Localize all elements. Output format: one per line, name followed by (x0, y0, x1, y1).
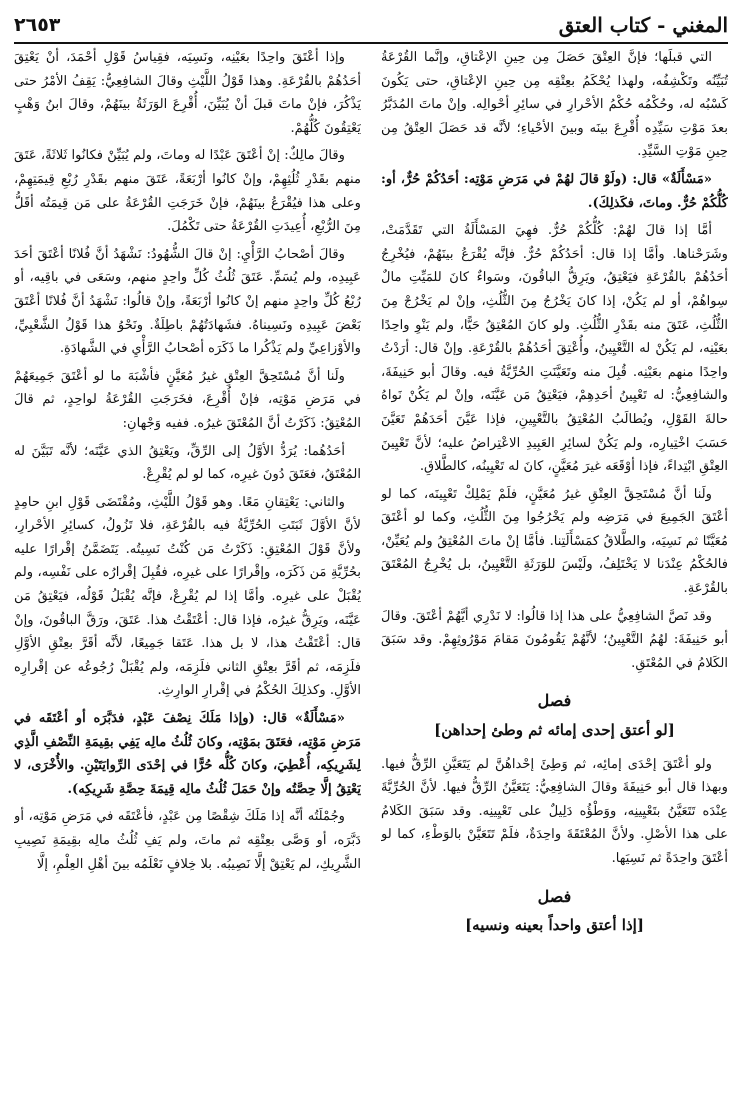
page-header (14, 8, 728, 44)
paragraph: وقالَ مالِكٌ: إنْ أعْتَقَ عَبْدًا له وماتَ، ولم يُبَيِّنْ فكانُوا ثَلاثَةً، عَتَقَ منهم بقَدْرِ ثُلُثِهِمْ، وإنْ كانُوا أرْبَعَةً، عَتَقَ منهم بقَدْرِ رُبْعِ قِيمَتِهِمْ، وعلى هذا فيُقْرَعُ بينَهُمْ، فإنْ خَرَجَتِ القُرْعَةُ على مَن قِيمَتُه أقَلُّ مِنَ الرُّبْعِ، أُعِيدَتِ القُرْعَةُ حتى تَكْمُلَ. (14, 148, 361, 235)
paragraph: والثاني: يَعْتِقانِ مَعًا. وهو قَوْلُ اللَّيْثِ، ومُقْتَضَى قَوْلِ ابنِ حامِدٍ لأنَّ الأوَّلَ ثَبَتَتِ الحُرِّيَّةُ فيه بالقُرْعَةِ، فلا تَزُولُ، كسائِرِ الأحْرارِ، ولأنَّ قَوْلَ المُعْتِقِ: ذَكَرْتُ مَن كُنْتُ نَسِيتُه. يَتَضَمَّنُ إقْرارًا عليه بحُرِّيَّةِ مَن ذَكَرَه، وإقْرارًا على غيرِه، فقُبِلَ إقْرارُه على نَفْسِه، ولم يُقْبَلْ على غيرِه. وأمَّا إذا لم يُقْرِعْ، فإنَّه يُقْبَلُ قَوْلُه، فيَعْتِقُ مَن عَيَّنَه، ويَرِقُّ غيرُه، فإذا قال: أعْتَقْتُ هذا. عَتَقَ، ورَقَّ الباقُونَ، وإنْ قال: أعْتَقْتُ هذا، لا بل هذا. عَتَقا جَمِيعًا، لأنَّه أقَرَّ بعِتْقِ الأوَّلِ فلَزِمَه، ثم أقَرَّ بعِتْقِ الثاني فلَزِمَه، ولم يُقْبَلْ رُجُوعُه عن إقْرارِه الأوَّلِ. وكذلِكَ الحُكْمُ في إقْرارِ الوارِثِ. (14, 494, 361, 699)
right-column (381, 46, 728, 1085)
paragraph: وجُمْلَتُه أنَّه إذا مَلَكَ شِقْصًا مِن عَبْدٍ، فأعْتَقَه في مَرَضِ مَوْتِه، أو دَبَّرَه، أو وَصَّى بعِتْقِه ثم ماتَ، ولم يَفِ ثُلُثُ مالِه بقِيمَةِ نَصِيبِ الشَّرِيكِ، لم يَعْتِقْ إلَّا نَصِيبُه. بلا خِلافٍ نَعْلَمُه بينَ أهْلِ العِلْمِ، إلَّا (14, 809, 361, 872)
masala-paragraph: «مَسْأَلَةٌ» قال: (ولَوْ قالَ لهُمْ في مَرَضِ مَوْتِه: أحَدُكُمْ حُرٌّ، أو: كُلُّكُمْ حُرٌّ. وماتَ، فكَذلِكَ). (381, 171, 728, 211)
left-column (14, 46, 361, 1085)
paragraph: ولو أعْتَقَ إحْدَى إمائِه، ثم وَطِئَ إحْداهُنَّ لم يَتَعَيَّنِ الرِّقُّ فيها. وبهذا قال أبو حَنِيفَةَ وقالَ الشافِعِيُّ: يَتَعَيَّنُ الرِّقُّ فيها. لأنَّ الحُرِّيَّةَ عِنْدَه تَتَعَيَّنُ بتَعْيِينِه، ووَطْؤُه دَلِيلٌ على تَعْيِينِه. وقد سَبَقَ الكَلامُ على هذا الأصْلِ. ولأنَّ المُعْتَقَةَ واحِدَةٌ، فلَمْ تَتَعَيَّنْ بالوَطْءِ، كما لو أعْتَقَ واحِدَةً ثم نَسِيَها. (381, 756, 728, 866)
paragraph: أمَّا إذا قالَ لهُمْ: كُلُّكُمْ حُرٌّ. فهِيَ المَسْأَلَةُ التي تَقَدَّمَتْ، وشَرَحْناها. وأمَّا إذا قال: أحَدُكُمْ حُرٌّ. فإنَّه يُقْرَعُ بينَهُمْ، فيُخْرِجُ أحَدُهُمْ بالقُرْعَةِ فيَعْتِقُ، ويَرِقُّ الباقُونَ، وسَواءٌ كانَ للمَيِّتِ مالٌ سِواهُمْ، أو لم يَكُنْ، إذا كانَ يَخْرُجُ مِنَ الثُّلُثِ، وإنْ لم يَخْرُجْ مِنَ الثُّلُثِ، عَتَقَ منه بقَدْرِ الثُّلُثِ. ولو كانَ المُعْتِقُ حَيًّا، ولم يَنْوِ واحِدًا بعَيْنِه، لم يَكُنْ له التَّعْيِينُ، وأُعْتِقَ أحَدُهُمْ بالقُرْعَةِ. وإنْ قال: أرَدْتُ واحِدًا منهم بعَيْنِه. قُبِلَ منه وتَعَيَّنَتِ الحُرِّيَّةُ فيه. وقالَ أبو حَنِيفَةَ، والشافِعِيُّ: له تَعْيِينُ أحَدِهِمْ، فيَعْتِقُ مَن عَيَّنَه، وإنْ لم يَكُنْ نَواهُ حالةَ القَوْلِ، ويُطالَبُ المُعْتِقُ بالتَّعْيِينِ، فإذا عَيَّنَ أحَدَهُمْ تَعَيَّنَ حَسَبَ اخْتِيارِه، ولم يَكُنْ لسائِرِ العَبِيدِ الاعْتِراضُ عليه؛ لأنَّ تَعْيِينَ العِتْقِ ابْتِداءً، فإذا أوْقَعَه غيرَ مُعَيَّنٍ، كانَ له تَعْيِينُه، كالطَّلاقِ. (381, 223, 728, 475)
paragraph: أحَدُهُما: يُرَدُّ الأوَّلُ إلى الرِّقِّ، ويَعْتِقُ الذي عَيَّنَه؛ لأنَّه تَبَيَّنَ له المُعْتَقُ، فعَتَقَ دُونَ غيرِه، كما لو لم يُقْرِعْ. (14, 443, 361, 483)
text-columns (14, 46, 728, 1085)
section-heading: فصل (537, 691, 572, 711)
paragraph: ولَنا أنَّ مُسْتَحِقَّ العِتْقِ غيرُ مُعَيَّنٍ، فلَمْ يَمْلِكْ تَعْيِينَه، كما لو أعْتَقَ الجَمِيعَ في مَرَضِه ولم يَخْرُجُوا مِنَ الثُّلُثِ، وكما لو أعْتَقَ مُعَيَّنًا ثم نَسِيَه، والطَّلاقُ كمَسْأَلَتِنا. فأمَّا إنْ ماتَ المُعْتِقُ ولم يُعَيِّنْ، فالحُكْمُ عِنْدَنا لا يَخْتَلِفُ، ولَيْسَ للوَرَثَةِ التَّعْيِينُ، بل يُخْرِجُ المُعْتَقَ بالقُرْعَةِ. (381, 486, 728, 597)
page-number: ٢٦٥٣ (14, 14, 61, 36)
paragraph: وقد نَصَّ الشافِعِيُّ على هذا إذا قالُوا: لا نَدْرِي أيَّهُمْ أعْتَقَ. وقالَ أبو حَنِيفَةَ: لهُمُ التَّعْيِينُ؛ لأنَّهُمْ يَقُومُونَ مَقامَ مَوْرُوثِهِمْ. وقد سَبَقَ الكَلامُ في المُعْتَقِ. (381, 608, 728, 671)
page-title: المغني - كتاب العتق (558, 13, 728, 37)
paragraph: ولَنا أنَّ مُسْتَحِقَّ العِتْقِ غيرُ مُعَيَّنٍ فأشْبَهَ ما لو أعْتَقَ جَمِيعَهُمْ في مَرَضِ مَوْتِه، فإنْ أُقْرِعَ، فخَرَجَتِ القُرْعَةُ لواحِدٍ، ثم قالَ المُعْتِقُ: ذَكَرْتُ أنَّ المُعْتَقَ غيرُه. ففيه وَجْهانِ: (14, 368, 361, 431)
section-heading: فصل (537, 886, 572, 906)
paragraph: وقالَ أصْحابُ الرَّأْيِ: إنْ قالَ الشُّهُودُ: نَشْهَدُ أنَّ فُلانًا أعْتَقَ أحَدَ عَبِيدِه، ولم يُسَمِّ. عَتَقَ ثُلُثُ كُلِّ واحِدٍ منهم، وسَعَى في باقِيه، أو رُبْعُ كُلِّ واحِدٍ منهم إنْ كانُوا أرْبَعَةً، وإنْ قالُوا: نَشْهَدُ أنَّ فُلانًا أعْتَقَ بَعْضَ عَبِيدِه ونَسِيناهُ. فشَهادَتُهُمْ باطِلَةٌ. ونَحْوُ هذا قَوْلُ الشَّعْبِيِّ، والأوْزاعِيِّ ولم يَذْكُرا ما ذَكَرَه أصْحابُ الرَّأْيِ في الشَّهادَةِ. (14, 246, 361, 357)
masala-paragraph: «مَسْأَلَةٌ» قال: (وإذا مَلَكَ نِصْفَ عَبْدٍ، فدَبَّرَه أو أعْتَقَه في مَرَضِ مَوْتِه، فعَتَقَ بمَوْتِه، وكانَ ثُلُثُ مالِه يَفِي بقِيمَةِ النِّصْفِ الَّذِي لِشَرِيكِه، أُعْطِيَ، وكانَ كُلُّه حُرًّا في إحْدَى الرِّوايَتَيْنِ. والأُخْرَى، لا يَعْتِقُ إلَّا حِصَّتُه وإنْ حَمَلَ ثُلُثُ مالِه قِيمَةَ حِصَّةِ شَرِيكِه). (14, 711, 361, 797)
section-subheading: [إذا أعتق واحداً بعينه ونسيه] (465, 916, 644, 935)
paragraph: وإذا أعْتَقَ واحِدًا بعَيْنِه، ونَسِيَه، فقِياسُ قَوْلِ أحْمَدَ، أنْ يَعْتِقَ أحَدُهُمْ بالقُرْعَةِ. وهذا قَوْلُ اللَّيْثِ وقالَ الشافِعِيُّ: يَقِفُ الأمْرُ حتى يَذْكُرَ، فإنْ ماتَ قبلَ أنْ يُبَيِّنَ، أُقْرِعَ الوَرَثَةُ بينَهُمْ، وقالَ ابنُ وَهْبٍ يَعْتِقُونَ كُلُّهُمْ. (14, 50, 361, 136)
paragraph: التي قبلَها؛ فإنَّ العِتْقَ حَصَلَ مِن حِينِ الإعْتاقِ، وإنَّما القُرْعَةُ تُبَيِّنُه وتَكْشِفُه، ولهذا يُحْكَمُ بعِتْقِه مِن حِينِ الإعْتاقِ، حتى يَكُونَ كَسْبُه له، وحُكْمُه حُكْمُ الأحْرارِ في سائِرِ أحْوالِه. وإنْ ماتَ المُدَبَّرُ بعدَ مَوْتِ سَيِّدِه أُقْرِعَ بينَه وبينَ الأحْياءِ؛ لأنَّه قد حَصَلَ العِتْقُ مِن حِينِ مَوْتِ السَّيِّدِ. (381, 50, 728, 160)
section-subheading: [لو أعتق إحدى إمائه ثم وطئ إحداهن] (434, 721, 675, 740)
